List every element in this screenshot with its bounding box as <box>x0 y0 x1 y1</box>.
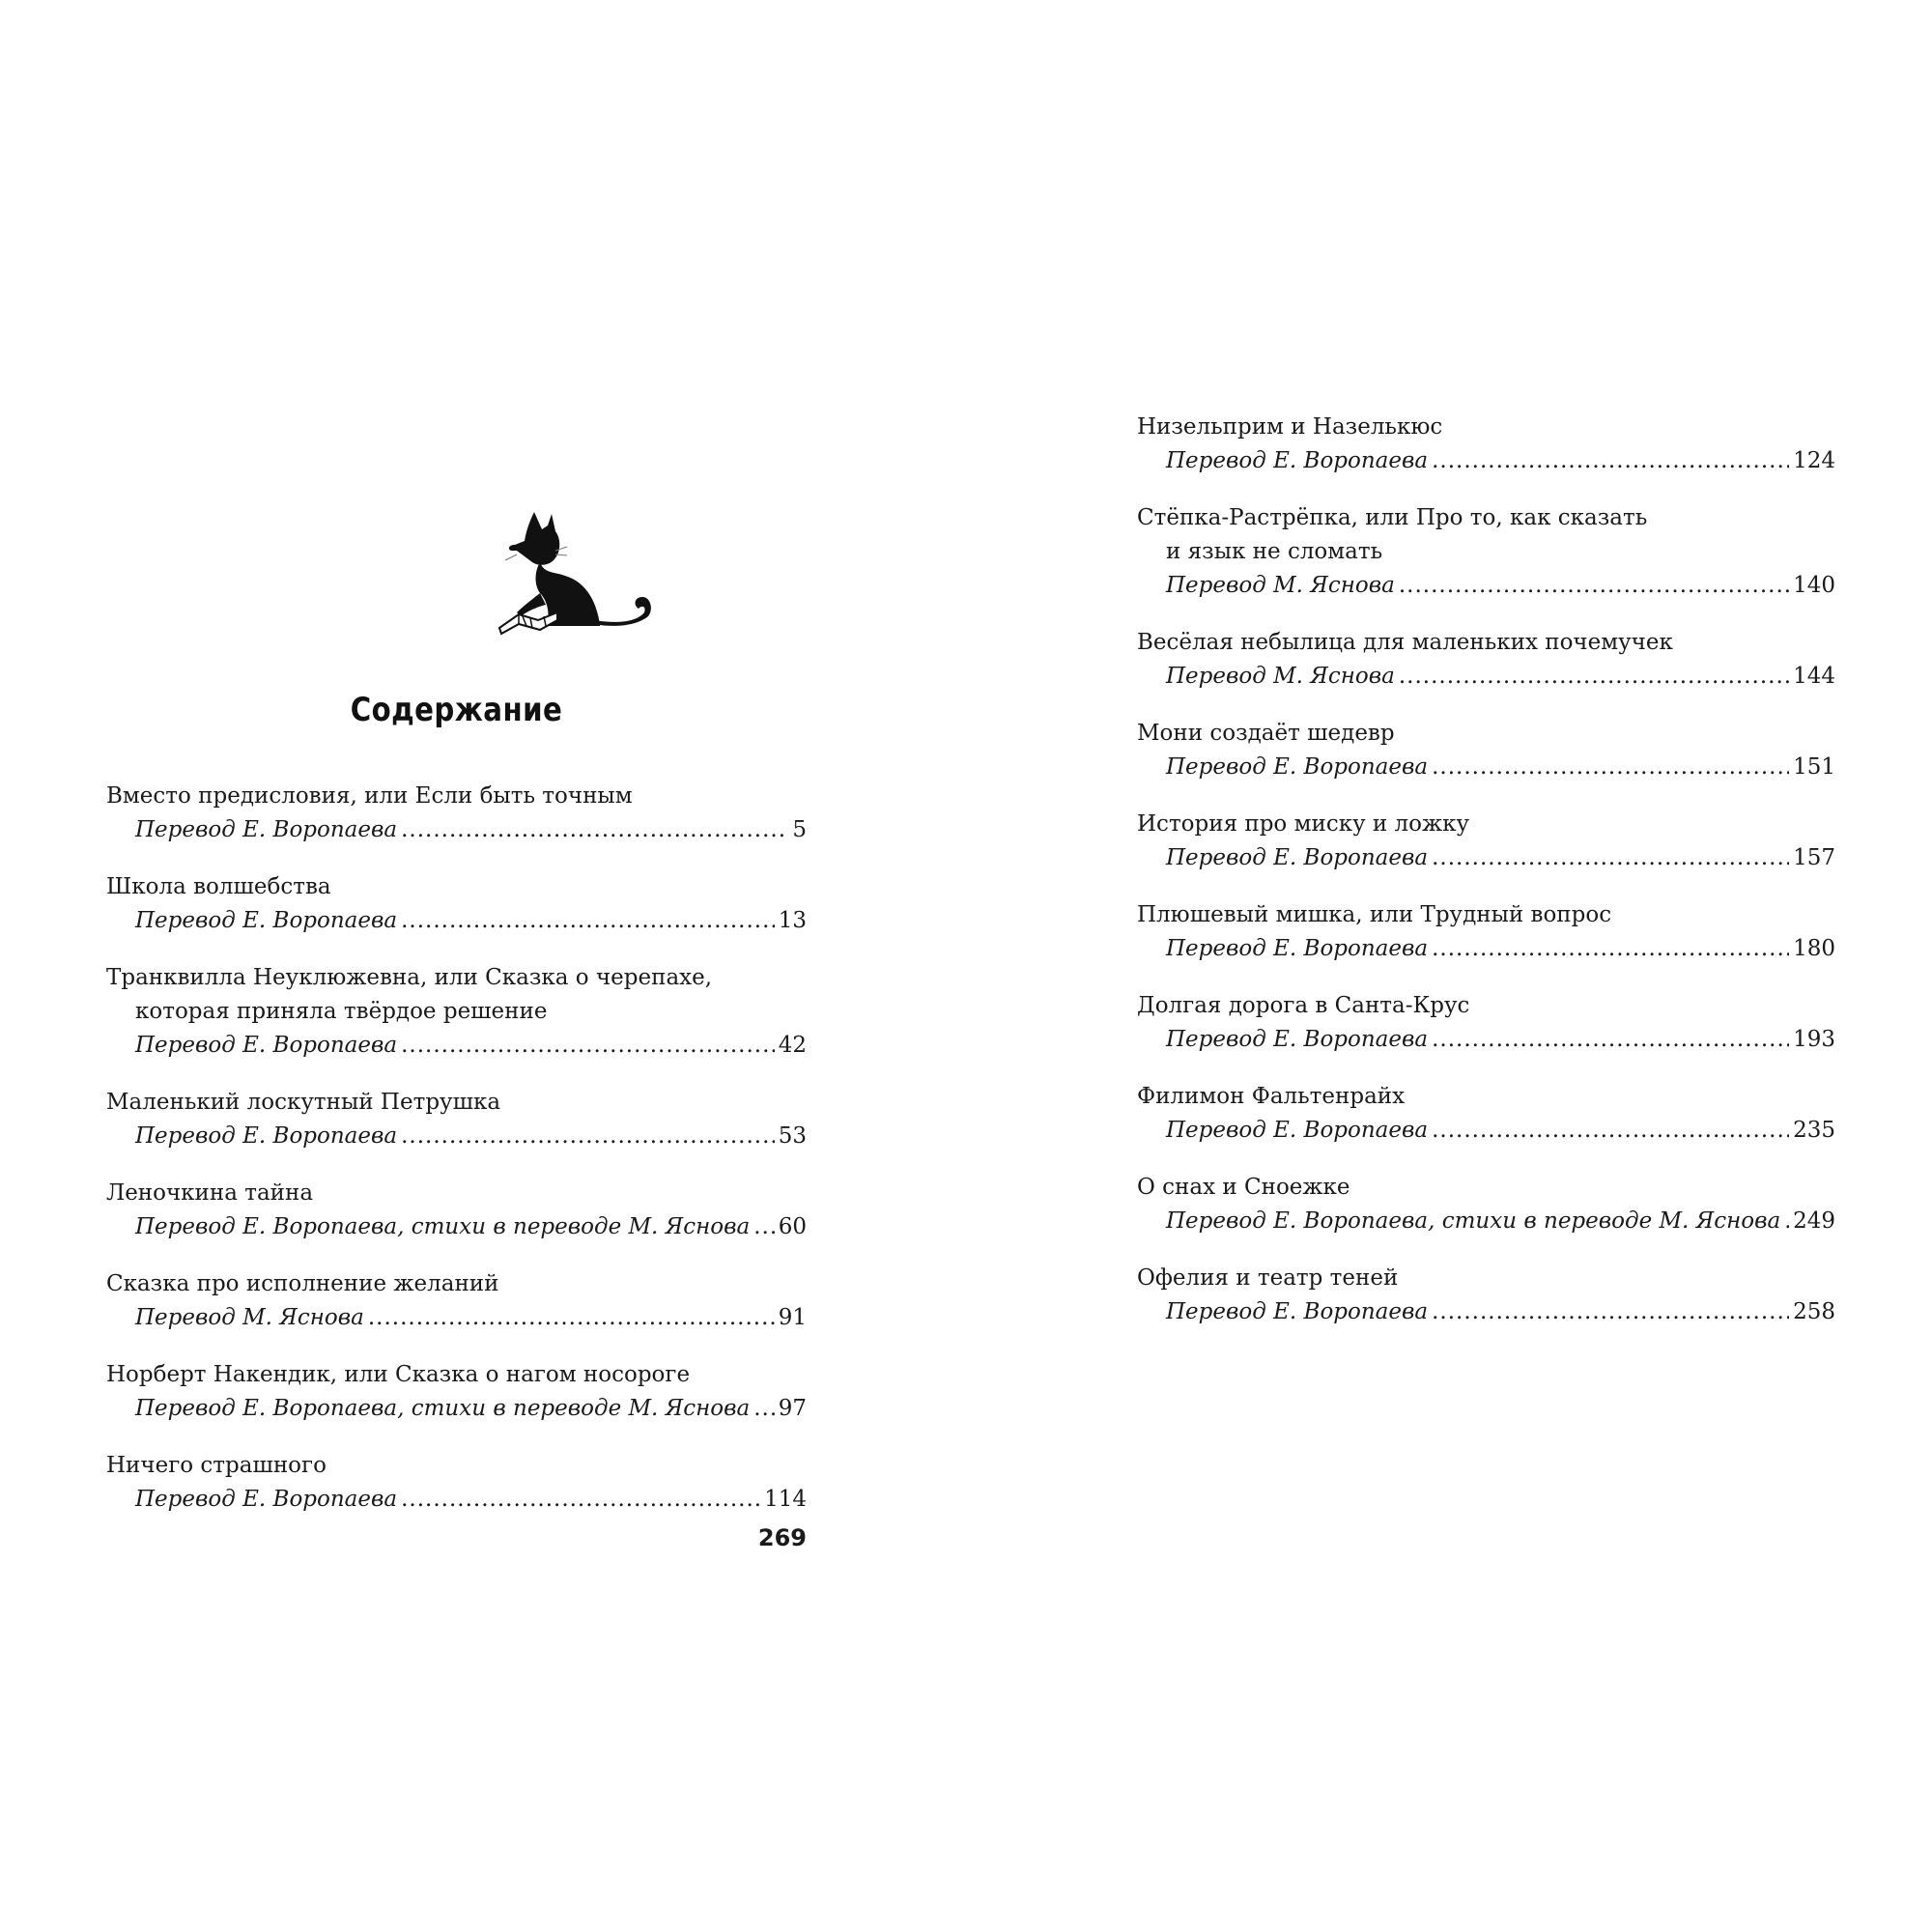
dot-leader <box>401 904 775 938</box>
entry-page-number: 91 <box>778 1305 807 1330</box>
cat-reading-book-icon <box>497 512 662 638</box>
dot-leader <box>753 1392 774 1426</box>
entry-translator-line <box>1137 569 1835 603</box>
toc-title: Содержание <box>350 691 563 729</box>
dot-leader <box>368 1301 775 1335</box>
entry-title <box>1137 717 1835 751</box>
dot-leader <box>1432 932 1789 966</box>
dot-leader <box>1432 1295 1789 1329</box>
entry-translator: Перевод Е. Воропаева <box>1166 448 1429 473</box>
dot-leader <box>1432 1114 1789 1148</box>
entry-title-line: История про миску и ложку <box>1137 811 1470 837</box>
entry-title <box>106 1177 807 1210</box>
entry-title-line: Леночкина тайна <box>106 1180 314 1206</box>
toc-list-right <box>1137 411 1835 1352</box>
entry-translator-line <box>106 1483 807 1517</box>
entry-title <box>106 1358 807 1392</box>
toc-entry <box>106 961 807 1063</box>
dot-leader <box>753 1210 774 1244</box>
toc-entry <box>106 1086 807 1153</box>
entry-translator-line <box>1137 1114 1835 1148</box>
entry-title <box>1137 1262 1835 1295</box>
toc-entry <box>106 1358 807 1426</box>
dot-leader <box>1432 444 1789 478</box>
entry-translator: Перевод Е. Воропаева, стихи в переводе М. Яснова <box>1166 1208 1781 1234</box>
entry-title <box>1137 1171 1835 1205</box>
dot-leader <box>1432 1023 1789 1057</box>
entry-translator: Перевод Е. Воропаева, стихи в переводе М. Яснова <box>135 1396 751 1421</box>
entry-translator: Перевод Е. Воропаева <box>135 1123 398 1149</box>
entry-title-line: О снах и Сноежке <box>1137 1175 1350 1200</box>
page-number: 269 <box>757 1524 807 1551</box>
entry-translator-line <box>106 1392 807 1426</box>
dot-leader <box>1432 841 1789 875</box>
entry-translator: Перевод М. Яснова <box>1166 573 1395 598</box>
entry-translator-line <box>106 1120 807 1153</box>
dot-leader <box>1784 1205 1789 1238</box>
dot-leader <box>1399 569 1789 603</box>
entry-title <box>106 780 807 813</box>
toc-entry <box>1137 808 1835 875</box>
entry-page-number: 140 <box>1793 573 1835 598</box>
entry-title-line: Норберт Накендик, или Сказка о нагом носороге <box>106 1362 691 1387</box>
entry-translator-line <box>1137 444 1835 478</box>
entry-page-number: 249 <box>1793 1208 1835 1234</box>
entry-translator: Перевод М. Яснова <box>135 1305 364 1330</box>
entry-title <box>1137 626 1835 660</box>
entry-page-number: 144 <box>1793 664 1835 689</box>
toc-entry <box>1137 989 1835 1057</box>
toc-entry <box>106 1177 807 1244</box>
entry-page-number: 13 <box>778 908 807 933</box>
entry-translator: Перевод Е. Воропаева <box>1166 1027 1429 1052</box>
entry-translator-line <box>1137 1295 1835 1329</box>
toc-list-left <box>106 780 807 1540</box>
toc-entry <box>106 780 807 847</box>
entry-page-number: 60 <box>778 1214 807 1239</box>
toc-entry <box>1137 717 1835 784</box>
entry-page-number: 97 <box>778 1396 807 1421</box>
entry-translator: Перевод Е. Воропаева <box>135 817 398 842</box>
entry-page-number: 235 <box>1793 1118 1835 1143</box>
entry-translator-line <box>106 904 807 938</box>
entry-title <box>106 870 807 904</box>
toc-entry <box>1137 1262 1835 1329</box>
dot-leader <box>401 1120 775 1153</box>
entry-translator-line <box>1137 1205 1835 1238</box>
entry-translator: Перевод Е. Воропаева <box>1166 1299 1429 1324</box>
entry-title-line: Транквилла Неуклюжевна, или Сказка о черепахе, <box>106 965 713 990</box>
entry-title-line: Мони создаёт шедевр <box>1137 721 1395 746</box>
entry-title-line: Вместо предисловия, или Если быть точным <box>106 783 633 809</box>
entry-page-number: 42 <box>778 1033 807 1058</box>
entry-title-line: Плюшевый мишка, или Трудный вопрос <box>1137 902 1612 927</box>
entry-page-number: 157 <box>1793 845 1835 870</box>
entry-title <box>1137 898 1835 932</box>
entry-title-line: Маленький лоскутный Петрушка <box>106 1090 501 1115</box>
entry-page-number: 53 <box>778 1123 807 1149</box>
entry-page-number: 151 <box>1793 754 1835 780</box>
toc-entry <box>1137 501 1835 603</box>
dot-leader <box>401 1483 760 1517</box>
entry-title-line-2: которая приняла твёрдое решение <box>135 999 548 1024</box>
entry-title-line-2: и язык не сломать <box>1166 539 1383 564</box>
entry-page-number: 193 <box>1793 1027 1835 1052</box>
toc-entry <box>1137 411 1835 478</box>
toc-entry <box>1137 1171 1835 1238</box>
entry-translator-line <box>1137 841 1835 875</box>
entry-title-line: Школа волшебства <box>106 874 331 899</box>
entry-translator: Перевод Е. Воропаева, стихи в переводе М. Яснова <box>135 1214 751 1239</box>
entry-page-number: 258 <box>1793 1299 1835 1324</box>
toc-entry <box>106 1449 807 1517</box>
entry-title <box>1137 808 1835 841</box>
entry-title-line: Весёлая небылица для маленьких почемучек <box>1137 630 1673 655</box>
toc-entry <box>1137 1080 1835 1148</box>
dot-leader <box>401 813 788 847</box>
entry-title <box>106 1449 807 1483</box>
entry-title-line: Офелия и театр теней <box>1137 1265 1399 1291</box>
entry-title <box>1137 501 1835 569</box>
dot-leader <box>1432 751 1789 784</box>
entry-translator-line <box>106 1301 807 1335</box>
entry-title <box>106 1086 807 1120</box>
entry-translator-line <box>106 813 807 847</box>
entry-title-line: Низельприм и Назелькюс <box>1137 414 1443 440</box>
entry-translator: Перевод Е. Воропаева <box>135 1033 398 1058</box>
entry-title <box>1137 1080 1835 1114</box>
entry-title-line: Ничего страшного <box>106 1453 327 1478</box>
toc-entry <box>1137 626 1835 694</box>
entry-translator: Перевод Е. Воропаева <box>1166 754 1429 780</box>
entry-page-number: 180 <box>1793 936 1835 961</box>
entry-page-number: 114 <box>764 1487 807 1512</box>
entry-translator-line <box>1137 660 1835 694</box>
entry-translator-line <box>106 1210 807 1244</box>
toc-entry <box>1137 898 1835 966</box>
toc-entry <box>106 1267 807 1335</box>
entry-title <box>106 1267 807 1301</box>
entry-translator-line <box>106 1029 807 1063</box>
entry-translator: Перевод Е. Воропаева <box>135 908 398 933</box>
dot-leader <box>401 1029 775 1063</box>
entry-title <box>1137 411 1835 444</box>
entry-translator-line <box>1137 751 1835 784</box>
entry-title-line: Стёпка-Растрёпка, или Про то, как сказать <box>1137 505 1648 530</box>
toc-entry <box>106 870 807 938</box>
dot-leader <box>1399 660 1789 694</box>
entry-page-number: 5 <box>792 817 807 842</box>
entry-translator: Перевод Е. Воропаева <box>1166 1118 1429 1143</box>
entry-title <box>1137 989 1835 1023</box>
entry-translator: Перевод Е. Воропаева <box>135 1487 398 1512</box>
entry-translator-line <box>1137 932 1835 966</box>
entry-title <box>106 961 807 1029</box>
entry-translator: Перевод М. Яснова <box>1166 664 1395 689</box>
entry-translator: Перевод Е. Воропаева <box>1166 936 1429 961</box>
entry-page-number: 124 <box>1793 448 1835 473</box>
entry-translator-line <box>1137 1023 1835 1057</box>
entry-title-line: Долгая дорога в Санта-Крус <box>1137 993 1470 1018</box>
entry-translator: Перевод Е. Воропаева <box>1166 845 1429 870</box>
entry-title-line: Филимон Фальтенрайх <box>1137 1084 1406 1109</box>
entry-title-line: Сказка про исполнение желаний <box>106 1271 499 1296</box>
